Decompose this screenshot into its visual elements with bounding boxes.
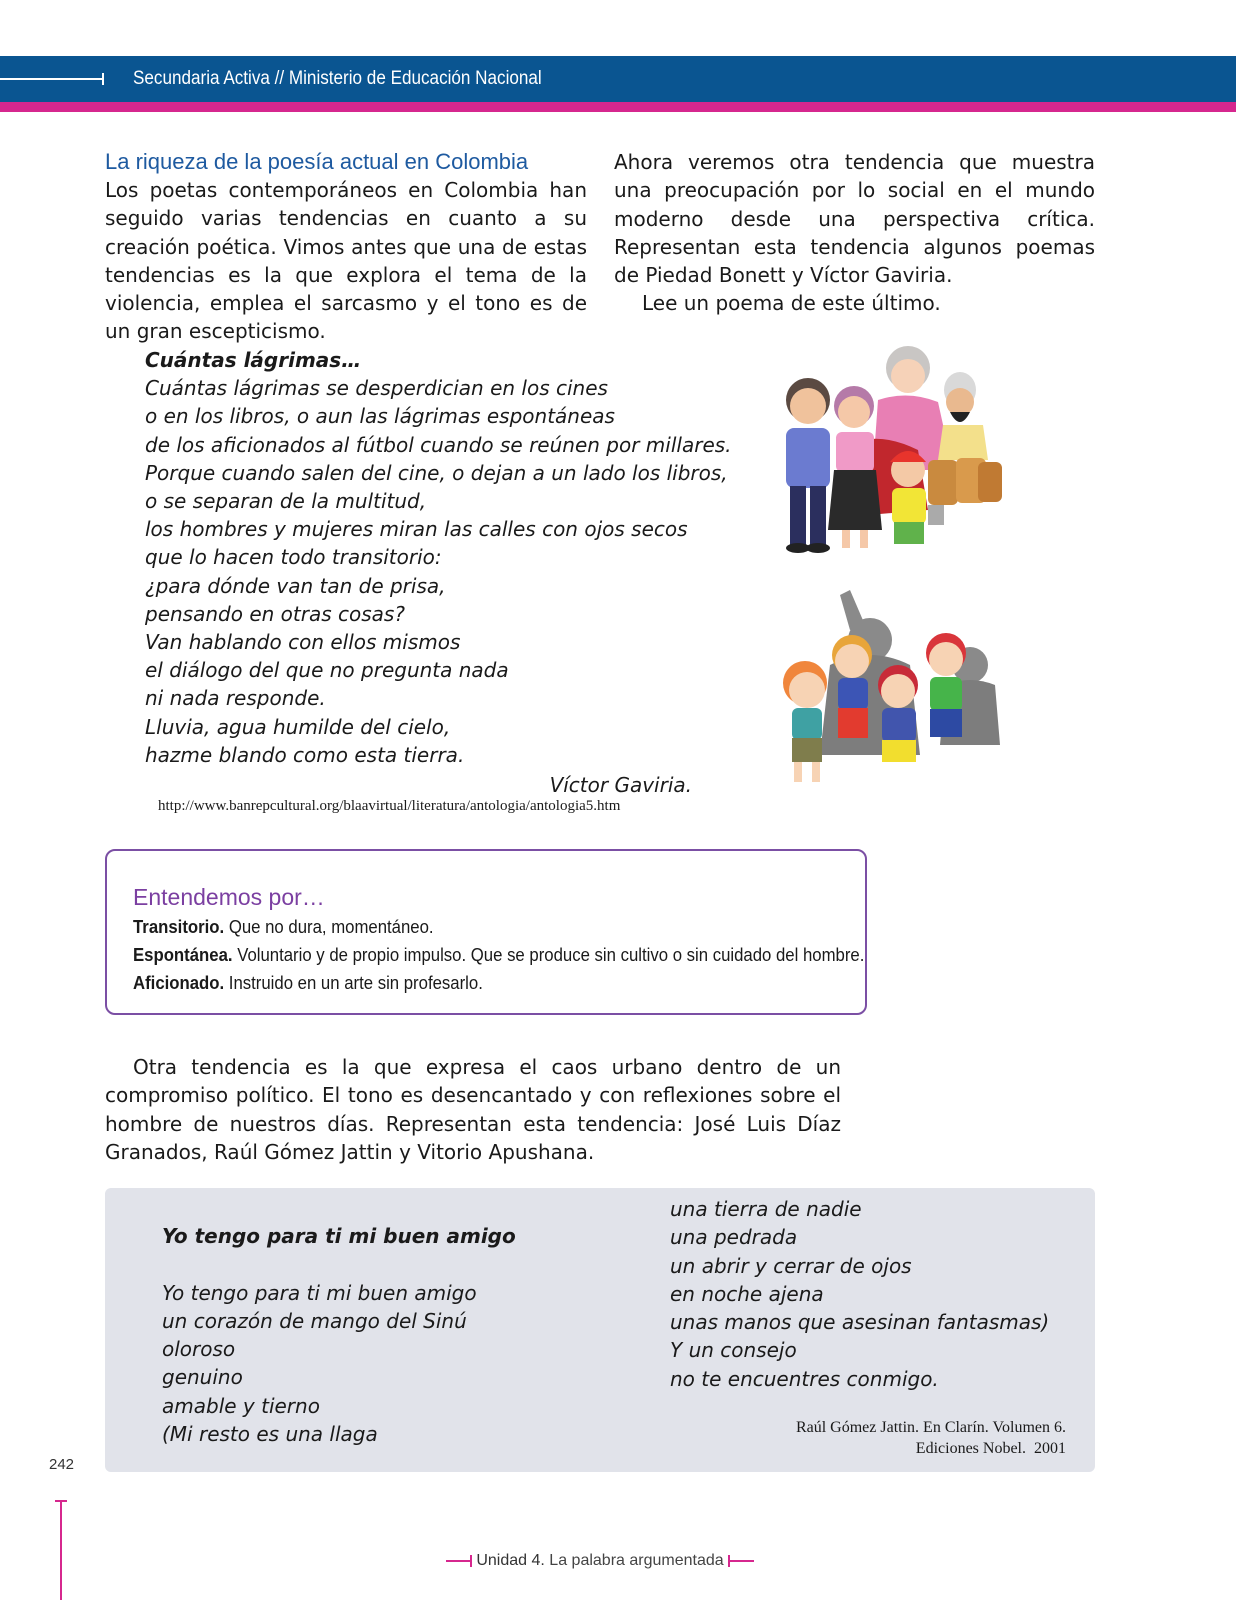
woman-leg-icon <box>842 530 850 548</box>
header-accent-stripe <box>0 102 1236 112</box>
shadow-arm-icon <box>840 590 865 630</box>
page-number: 242 <box>49 1456 75 1473</box>
family-illustration <box>778 340 1018 570</box>
glossary-term: Aficionado. <box>133 973 225 993</box>
kid-shirt-icon <box>882 708 916 742</box>
sack-icon <box>928 460 958 505</box>
old-man-shirt-icon <box>938 425 988 460</box>
glossary-definition: Voluntario y de propio impulso. Que se produce sin cultivo o sin cuidado del hombre. <box>237 945 865 965</box>
kid-leg-icon <box>794 762 802 782</box>
glossary-term: Transitorio. <box>133 917 225 937</box>
man-leg-icon <box>790 486 806 546</box>
kid-shirt-icon <box>792 708 822 740</box>
poem-right-column <box>670 1195 1049 1393</box>
footer-title: La palabra argumentada <box>549 1552 724 1569</box>
woman-blouse-icon <box>836 432 874 472</box>
poem-line: oloroso <box>162 1337 236 1362</box>
poem-line: una tierra de nadie <box>670 1197 862 1221</box>
poem-line: (Mi resto es una llaga <box>162 1422 378 1447</box>
kid-shorts-icon <box>838 708 868 738</box>
glossary-definition: Que no dura, momentáneo. <box>228 917 434 937</box>
poem-line: de los aficionados al fútbol cuando se reúnen por millares. <box>145 432 732 457</box>
poem-line: un corazón de mango del Sinú <box>162 1308 467 1333</box>
poem-line: Yo tengo para ti mi buen amigo <box>162 1280 477 1305</box>
poem-cuantas-lagrimas <box>145 346 732 769</box>
poem-line: Cuántas lágrimas se desperdician en los cines <box>145 376 608 401</box>
glossary-item <box>133 914 434 940</box>
bucket-icon <box>928 505 944 525</box>
citation-line: Ediciones Nobel. 2001 <box>915 1440 1066 1457</box>
poem-line: en noche ajena <box>670 1281 824 1306</box>
poem-line: genuino <box>162 1365 243 1390</box>
source-url[interactable]: http://www.banrepcultural.org/blaavirtual/literatura/antologia/antologia5.htm <box>158 798 621 814</box>
kid-shirt-icon <box>838 678 868 710</box>
section-title: La riqueza de la poesía actual en Colombia <box>105 149 529 174</box>
man-shirt-icon <box>786 428 830 488</box>
page-margin-tick <box>55 1500 67 1502</box>
poem-line: Van hablando con ellos mismos <box>145 630 461 655</box>
grandma-face-icon <box>891 359 925 393</box>
kid-face-icon <box>789 672 825 708</box>
poem-line: no te encuentres conmigo. <box>670 1366 939 1391</box>
header-text: Secundaria Activa // Ministerio de Educación Nacional <box>133 68 542 89</box>
kid-shorts-icon <box>792 738 822 762</box>
poem-line: pensando en otras cosas? <box>145 601 405 626</box>
old-man-face-icon <box>946 388 974 416</box>
footer <box>440 1550 760 1572</box>
kid-shirt-icon <box>930 677 962 711</box>
woman-face-icon <box>838 396 870 428</box>
poem-left-column <box>162 1222 516 1448</box>
glossary-definition: Instruido en un arte sin profesarlo. <box>228 973 483 993</box>
intro-left-paragraph: Los poetas contemporáneos en Colombia han seguido varias tendencias en cuanto a su creación poética. Vimos antes que una de estas tendencias es la que explora el tema de la violencia, emplea el sarcasmo y el tono es de un gran escepticismo. <box>105 178 587 344</box>
child-pants-icon <box>894 522 924 544</box>
man-face-icon <box>790 388 826 424</box>
intro-right-followup: Lee un poema de este último. <box>642 291 941 316</box>
page-margin-line <box>60 1500 62 1600</box>
poem-line: unas manos que asesinan fantasmas) <box>670 1310 1050 1335</box>
woman-skirt-icon <box>828 470 882 530</box>
kid-leg-icon <box>812 762 820 782</box>
intro-right-paragraph: Ahora veremos otra tendencia que muestra una preocupación por lo social en el mundo moderno desde una perspectiva crítica. Representan esta tendencia algunos poemas de Piedad Bonett y Víctor Gaviria. <box>614 150 1095 288</box>
poem-line: o en los libros, o aun las lágrimas espontáneas <box>145 404 615 429</box>
header-rule-tick <box>102 73 104 85</box>
footer-unit: Unidad 4. <box>476 1552 545 1569</box>
beard-icon <box>950 412 970 422</box>
poem-title: Cuántas lágrimas… <box>145 348 362 372</box>
children-illustration <box>770 585 1020 805</box>
poem-author: Víctor Gaviria. <box>549 773 692 797</box>
shoe-icon <box>806 543 830 553</box>
poem-spacer <box>162 1250 516 1278</box>
poem-citation <box>700 1417 1066 1459</box>
sack-icon <box>978 462 1002 502</box>
poem-line: el diálogo del que no pregunta nada <box>145 658 509 683</box>
tendency-paragraph: Otra tendencia es la que expresa el caos urbano dentro de un compromiso político. El tono es desencantado y con reflexiones sobre el hombre de nuestros días. Representan esta tendencia: José Luis Díaz Granados, Raúl Gómez Jattin y Vitorio Apushana. <box>105 1055 841 1164</box>
poem-line: que lo hacen todo transitorio: <box>145 545 442 570</box>
kid-face-icon <box>929 642 963 676</box>
header-rule <box>0 78 103 80</box>
poem-line: Porque cuando salen del cine, o dejan a un lado los libros, <box>145 460 728 485</box>
intro-right-column <box>614 148 1095 318</box>
poem-line: una pedrada <box>670 1225 798 1250</box>
child-shirt-icon <box>892 488 926 524</box>
man-leg-icon <box>810 486 826 546</box>
poem-line: hazme blando como esta tierra. <box>145 742 465 767</box>
poem-line: amable y tierno <box>162 1393 320 1418</box>
poem-line: Y un consejo <box>670 1338 797 1363</box>
footer-rule-left <box>446 1560 472 1562</box>
poem-line: los hombres y mujeres miran las calles con ojos secos <box>145 517 688 542</box>
glossary-item <box>133 942 864 968</box>
glossary-item <box>133 970 483 996</box>
poem-line: un abrir y cerrar de ojos <box>670 1253 912 1278</box>
woman-leg-icon <box>860 530 868 548</box>
citation-line: Raúl Gómez Jattin. En Clarín. Volumen 6. <box>795 1419 1066 1436</box>
poem-title: Yo tengo para ti mi buen amigo <box>162 1224 516 1248</box>
footer-rule-right <box>728 1560 754 1562</box>
kid-shorts-icon <box>882 740 916 762</box>
kid-shorts-icon <box>930 709 962 737</box>
glossary-title: Entendemos por… <box>133 884 325 910</box>
glossary-term: Espontánea. <box>133 945 233 965</box>
poem-line: o se separan de la multitud, <box>145 489 427 514</box>
poem-line: ni nada responde. <box>145 686 326 711</box>
poem-line: ¿para dónde van tan de prisa, <box>145 573 446 598</box>
kid-face-icon <box>881 674 915 708</box>
kid-face-icon <box>835 644 869 678</box>
poem-line: Lluvia, agua humilde del cielo, <box>145 714 451 739</box>
